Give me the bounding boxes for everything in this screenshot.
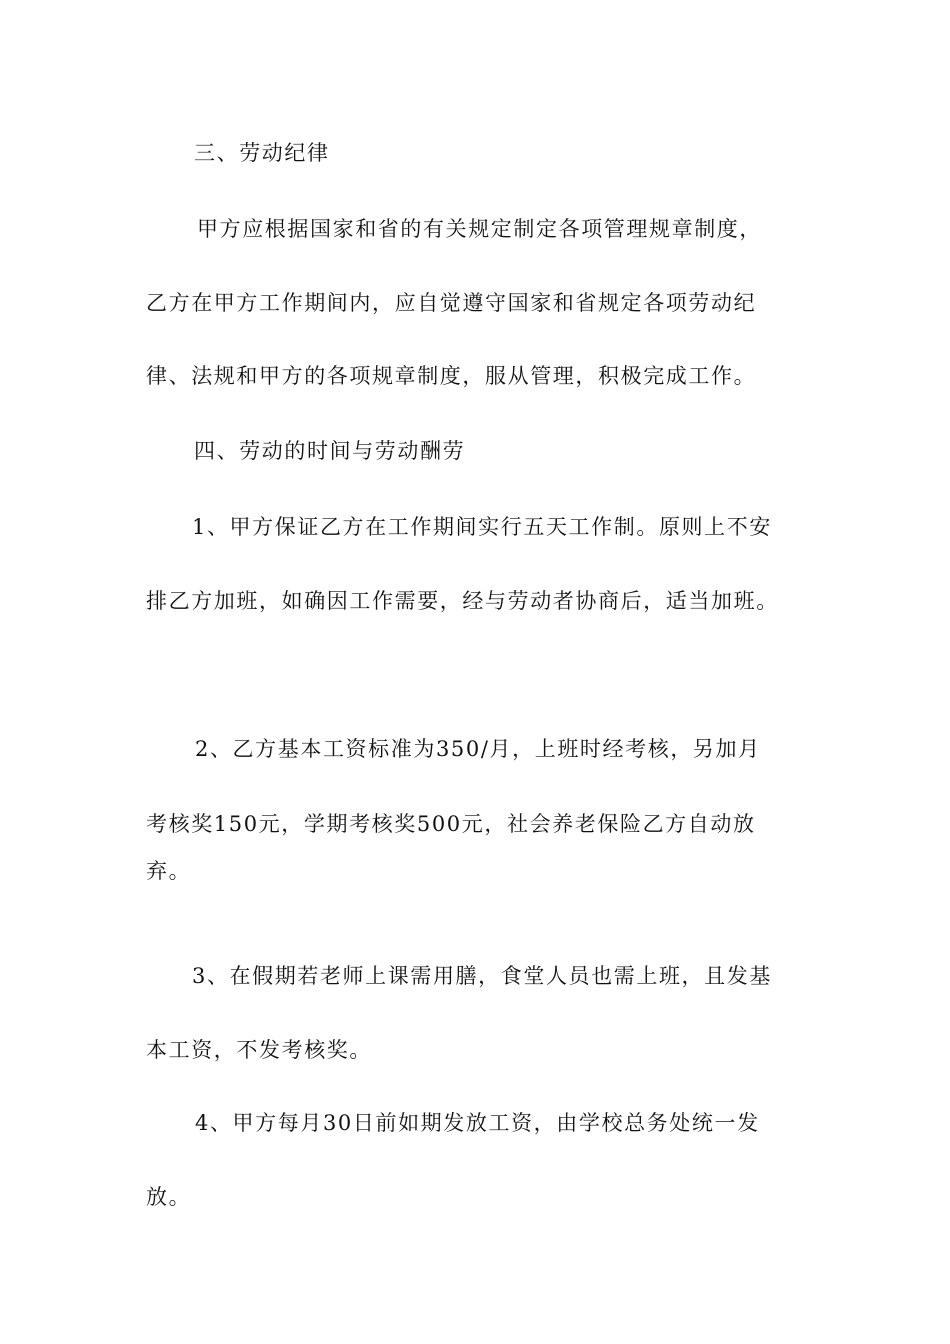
section-heading-working-hours-pay: 四、劳动的时间与劳动酬劳	[194, 439, 466, 463]
paragraph-line: 甲方应根据国家和省的有关规定制定各项管理规章制度，	[197, 217, 762, 241]
paragraph-line: 弃。	[146, 859, 192, 883]
paragraph-line: 考核奖150元，学期考核奖500元，社会养老保险乙方自动放	[146, 812, 756, 836]
section-heading-labor-discipline: 三、劳动纪律	[194, 141, 330, 165]
paragraph-line: 3、在假期若老师上课需用膳，食堂人员也需上班，且发基	[192, 964, 772, 988]
paragraph-line: 律、法规和甲方的各项规章制度，服从管理，积极完成工作。	[146, 364, 757, 388]
paragraph-line: 放。	[146, 1185, 192, 1209]
paragraph-line: 4、甲方每月30日前如期发放工资，由学校总务处统一发	[195, 1111, 760, 1135]
paragraph-line: 乙方在甲方工作期间内，应自觉遵守国家和省规定各项劳动纪	[146, 291, 757, 315]
paragraph-line: 1、甲方保证乙方在工作期间实行五天工作制。原则上不安	[192, 515, 772, 539]
paragraph-line: 本工资，不发考核奖。	[146, 1038, 372, 1062]
paragraph-line: 2、乙方基本工资标准为350/月，上班时经考核，另加月	[195, 737, 761, 761]
paragraph-line: 排乙方加班，如确因工作需要，经与劳动者协商后，适当加班。	[146, 589, 779, 613]
